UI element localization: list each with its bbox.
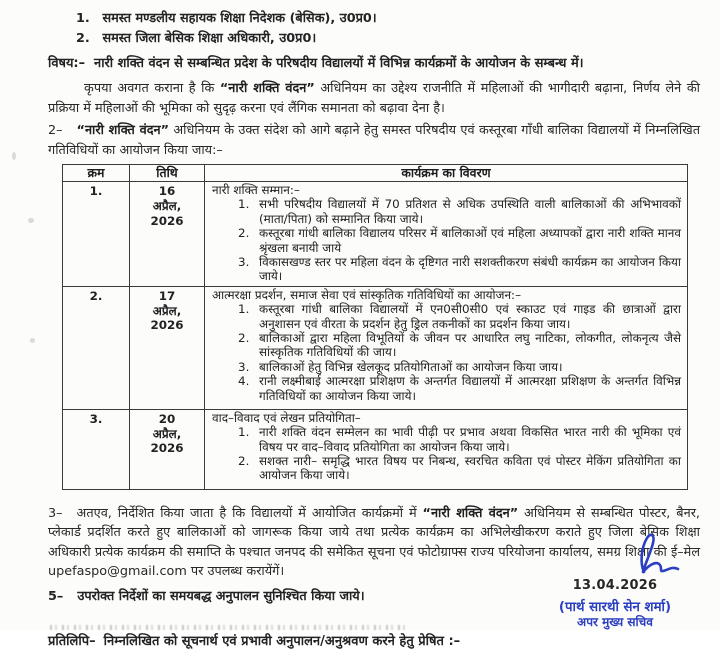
paragraph-2-text: अधिनियम के उक्त संदेश को आगे बढ़ाने हेतु समस्त परिषदीय एवं कस्तूरबा गाँधी बालिका विद्यालयों में निम्नलिखित गतिविधियों का आयोजन किया जाय:– [48,123,700,158]
paragraph-3-text-mid: अधिनियम से सम्बन्धित पोस्टर, बैनर, प्लेकार्ड प्रदर्शित करते हुए बालिकाओं को जागरूक किया जाये तथा प्रत्येक कार्यक्रम का अभिलेखीकरण कराते हुए जिला बेसिक शिक्षा अधिकारी प्रत्येक कार्यक्रम की समाप्ति के पश्चात जनपद की समेकित सूचना एवं फोटोग्राफ्स राज्य परियोजना कार्यालय, समग्र शिक्षा की ई–मेल [48,505,700,560]
item-number: 3. [238,359,250,374]
paragraph-5-number: 5– [48,588,64,604]
date-line: 20 [158,411,176,426]
program-table [62,164,688,490]
table-row [63,182,688,287]
copy-label: प्रतिलिपि– [48,634,96,650]
item-text: रानी लक्ष्मीबाई आत्मरक्षा प्रशिक्षण के अन्तर्गत विद्यालयों में आत्मरक्षा प्रशिक्षण के अन्तर्गत विभिन्न गतिविधियों का आयोजन किया जाये। [259,374,681,403]
date-line: 17 [158,288,176,303]
item-number: 2. [238,331,250,346]
date-line: अप्रैल, [152,426,182,441]
date-line: 2026 [150,318,184,333]
list-item [212,454,681,483]
item-number: 2. [238,226,250,241]
signature-date: 13.04.2026 [572,578,658,593]
table-row [63,409,688,489]
paragraph-2-quoted: “नारी शक्ति वंदन” [76,123,170,138]
list-item [212,360,681,374]
signature-block [520,530,710,629]
paragraph-3-text-pre: अतएव, निर्देशित किया जाता है कि विद्यालयों में आयोजित कार्यक्रमों में [76,505,423,521]
serial-cell: 2. [63,286,130,409]
item-text: सशक्त नारी– समृद्धि भारत विषय पर निबन्ध, स्वरचित कविता एवं पोस्टर मेकिंग प्रतियोगिता का आयोजन किया जाये। [259,454,681,483]
description-cell [205,182,688,287]
copy-text: निम्नलिखित को सूचनार्थ एवं प्रभावी अनुपालन/अनुश्रवण करने हेतु प्रेषित :– [103,634,461,650]
serial-cell: 1. [63,182,130,287]
recipient-text: समस्त जिला बेसिक शिक्षा अधिकारी, उ0प्र0। [102,30,317,46]
list-item [212,197,681,226]
signatory-name: (पार्थ सारथी सेन शर्मा) [558,600,672,615]
item-number: 1. [238,302,250,317]
email-text: upefaspo@gmail.com [48,564,187,580]
list-item [212,331,681,360]
subject-text: नारी शक्ति वंदन से सम्बन्धित प्रदेश के परिषदीय विद्यालयों में विभिन्न कार्यक्रमों के आयोजन के सम्बन्ध में। [94,56,584,71]
item-number: 3. [238,255,250,270]
copy-line [48,633,588,651]
date-line: 2026 [150,441,184,456]
paragraph-3-text-post: पर उपलब्ध करायेंगें। [186,564,285,580]
date-line: 16 [158,184,176,198]
item-text: विकासखण्ड स्तर पर महिला वंदन के दृष्टिगत नारी सशक्तीकरण संबंधी कार्यक्रम का आयोजन किया जाये। [259,255,681,284]
scan-speckle [30,338,35,343]
serial-cell: 3. [63,409,130,489]
description-cell [205,409,688,489]
item-text: सभी परिषदीय विद्यालयों में 70 प्रतिशत से अधिक उपस्थिति वाली बालिकाओं की अभिभावकों (माता/पिता) को सम्मानित किया जाये। [259,197,681,226]
subject-label: विषय:– [48,56,86,71]
signature-scribble-icon [628,530,684,578]
item-text: कस्तूरबा गांधी बालिका विद्यालयों में एन0सी0सी0 एवं स्काउट एवं गाइड की छात्राओं द्वारा अनुशासन एवं वीरता के प्रदर्शन हेतु ड्रिल तकनीकों का प्रदर्शन किया जाय। [259,302,681,331]
row-heading: नारी शक्ति सम्मान:– [212,183,300,197]
item-text: नारी शक्ति वंदन सम्मेलन का भावी पीढ़ी पर प्रभाव अथवा विकसित भारत नारी की भूमिका एवं विषय पर वाद–विवाद प्रतियोगिता का आयोजन किया जाये। [259,425,681,454]
scan-speckle [28,218,34,223]
recipient-item [76,29,700,49]
item-number: 1. [238,425,250,440]
list-item [212,226,681,255]
paragraph-3-quoted: “नारी शक्ति वंदन” [422,505,519,521]
recipient-item [76,9,700,29]
item-text: बालिकाओं हेतु विभिन्न खेलकूद प्रतियोगिताओं का आयोजन किया जाय। [259,359,563,374]
date-line: 2026 [150,213,184,228]
date-line: अप्रैल, [152,198,182,213]
header-serial: क्रम [63,165,130,182]
header-date: तिथि [130,165,205,182]
clipped-next-line [50,625,406,630]
date-line: अप्रैल, [152,303,182,318]
paragraph-3-number: 3– [48,505,63,521]
row-heading: वाद–विवाद एवं लेखन प्रतियोगिता– [212,410,361,425]
table-row [63,286,688,409]
row-heading: आत्मरक्षा प्रदर्शन, समाज सेवा एवं सांस्कृतिक गतिविधियों का आयोजन:– [212,287,522,302]
subject-line [48,55,700,73]
intro-text-pre: कृपया अवगत कराना है कि [84,81,220,96]
table-header-row [63,165,688,182]
item-text: कस्तूरबा गांधी बालिका विद्यालय परिसर में बालिकाओं एवं महिला अध्यापकों द्वारा नारी शक्ति मानव श्रृंखला बनायी जाये [259,226,681,255]
item-number: 1. [238,197,250,212]
signatory-title-clipped [520,615,710,629]
list-item [212,255,681,284]
paragraph-2 [48,121,700,160]
recipient-number: 2. [76,30,90,46]
signatory-title: अपर मुख्य सचिव [577,615,653,629]
scan-speckle [12,152,16,160]
header-description: कार्यक्रम का विवरण [205,165,688,182]
recipient-text: समस्त मण्डलीय सहायक शिक्षा निदेशक (बेसिक), उ0प्र0। [102,11,377,26]
date-cell [130,182,205,287]
intro-paragraph [48,79,700,118]
recipient-number: 1. [76,11,90,26]
item-number: 2. [238,454,250,469]
date-cell [130,409,205,489]
paragraph-5-text: उपरोक्त निर्देशों का समयबद्ध अनुपालन सुनिश्चित किया जाये। [77,588,365,604]
list-item [212,425,681,454]
item-number: 4. [238,374,250,389]
item-text: बालिकाओं द्वारा महिला विभूतियों के जीवन पर आधारित लघु नाटिका, लोकगीत, लोकनृत्य जैसे सांस्कृतिक गतिविधियों की जाय। [259,331,681,360]
list-item [212,302,681,331]
description-cell [205,286,688,409]
intro-text-post: अधिनियम का उद्देश्य राजनीति में महिलाओं की भागीदारी बढ़ाना, निर्णय लेने की प्रक्रिया में महिलाओं की भूमिका को सुदृढ़ करना एवं लैंगिक समानता को बढ़ावा देना है। [48,81,701,116]
paragraph-2-number: 2– [48,123,63,138]
list-item [212,374,681,403]
recipient-list [48,7,700,48]
date-cell [130,286,205,409]
intro-text-quoted: “नारी शक्ति वंदन” [219,81,315,96]
